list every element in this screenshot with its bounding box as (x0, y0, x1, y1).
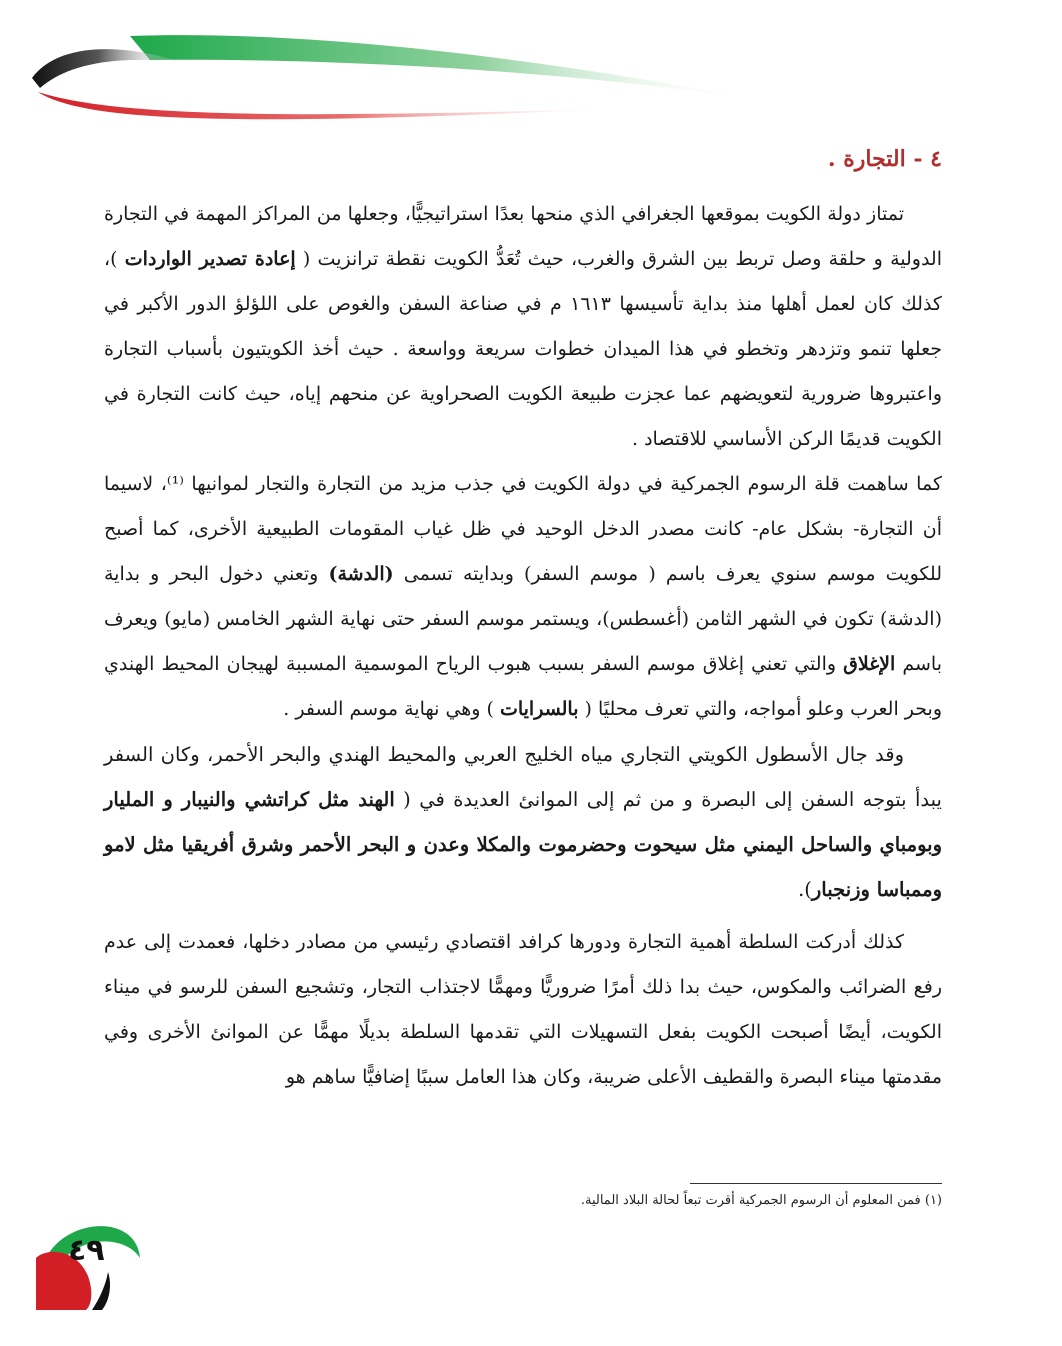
paragraph-2 (104, 462, 942, 732)
paragraph-text: )، كذلك كان لعمل أهلها منذ بداية تأسيسها ١٦١٣ م في صناعة السفن والغوص على اللؤلؤ الدور الأكبر في جعلها تنمو وتزدهر وتخطو في هذا الميدان خطوات سريعة وواسعة . حيث أخذ الكويتيون بأسباب التجارة واعتبروها ضرورية لتعويضهم عما عجزت طبيعة الكويت الصحراوية عن منحهم إياه، حيث كانت التجارة في الكويت قديمًا الركن الأساسي للاقتصاد . (104, 248, 942, 450)
paragraph-text: تمتاز دولة الكويت بموقعها الجغرافي الذي منحها بعدًا استراتيجيًّا، وجعلها من المراكز المهمة في التجارة الدولية و حلقة وصل تربط بين الشرق والغرب، حيث تُعَدُّ الكويت نقطة ترانزيت ( (104, 203, 942, 270)
paragraph-text: وتعني دخول البحر و بداية (الدشة) تكون في الشهر الثامن (أغسطس)، ويستمر موسم السفر حتى نهاية الشهر الخامس (مايو) ويعرف باسم (104, 563, 943, 675)
paragraph-4 (104, 920, 942, 1100)
bold-term: الهند مثل كراتشي والنيبار و المليار وبومباي والساحل اليمني مثل سيحوت وحضرموت والمكلا وعدن و البحر الأحمر وشرق أفريقيا مثل لامو وممباسا وزنجبار (104, 788, 942, 901)
page-content (104, 130, 942, 1100)
footnote: (١) فمن المعلوم أن الرسوم الجمركية أقرت تبعاً لحالة البلاد المالية. (580, 1193, 942, 1208)
section-heading: ٤ - التجارة . (827, 146, 942, 172)
flag-swoosh-banner (0, 0, 1062, 140)
bold-term: بالسرايات (499, 698, 579, 720)
page-number: ٤٩ (68, 1233, 105, 1268)
paragraph-text: ) وهي نهاية موسم السفر . (283, 698, 500, 720)
paragraph-text: وقد جال الأسطول الكويتي التجاري مياه الخليج العربي والمحيط الهندي والبحر الأحمر، وكان السفر يبدأ بتوجه السفن إلى البصرة و من ثم إلى الموانئ العديدة في ( (104, 743, 942, 811)
bold-term: الإغلاق (843, 653, 896, 675)
bold-term: إعادة تصدير الواردات (124, 248, 296, 270)
flag-green-stripe (130, 35, 760, 100)
paragraph-text: ). (798, 878, 812, 901)
paragraph-text: كما ساهمت قلة الرسوم الجمركية في دولة الكويت في جذب مزيد من التجارة والتجار لموانيها ⁽¹⁾، لاسيما أن التجارة- بشكل عام- كانت مصدر الدخل الوحيد في ظل غياب المقومات الطبيعية الأخرى، كما أصبح للكويت موسم سنوي يعرف باسم ( موسم السفر) وبدايته تسمى (104, 473, 942, 585)
bold-term: (الدشة) (328, 563, 394, 585)
badge-black-stroke (92, 1272, 110, 1310)
paragraph-text: والتي تعني إغلاق موسم السفر بسبب هبوب الرياح الموسمية المسببة لهيجان المحيط الهندي وبحر العرب وعلو أمواجه، والتي تعرف محليًا ( (104, 653, 942, 720)
paragraph-1 (104, 192, 942, 462)
paragraph-3 (104, 732, 942, 912)
paragraph-text: كذلك أدركت السلطة أهمية التجارة ودورها كرافد اقتصادي رئيسي من مصادر دخلها، فعمدت إلى عدم رفع الضرائب والمكوس، حيث بدا ذلك أمرًا ضروريًّا ومهمًّا لاجتذاب التجار، وتشجيع السفن للرسو في ميناء الكويت، أيضًا أصبحت الكويت بفعل التسهيلات التي تقدمها السلطة بديلًا مهمًّا عن الموانئ الأخرى وفي مقدمتها ميناء البصرة والقطيف الأعلى ضريبة، وكان هذا العامل سببًا إضافيًّا ساهم هو (104, 931, 942, 1088)
footnote-divider (690, 1183, 942, 1184)
